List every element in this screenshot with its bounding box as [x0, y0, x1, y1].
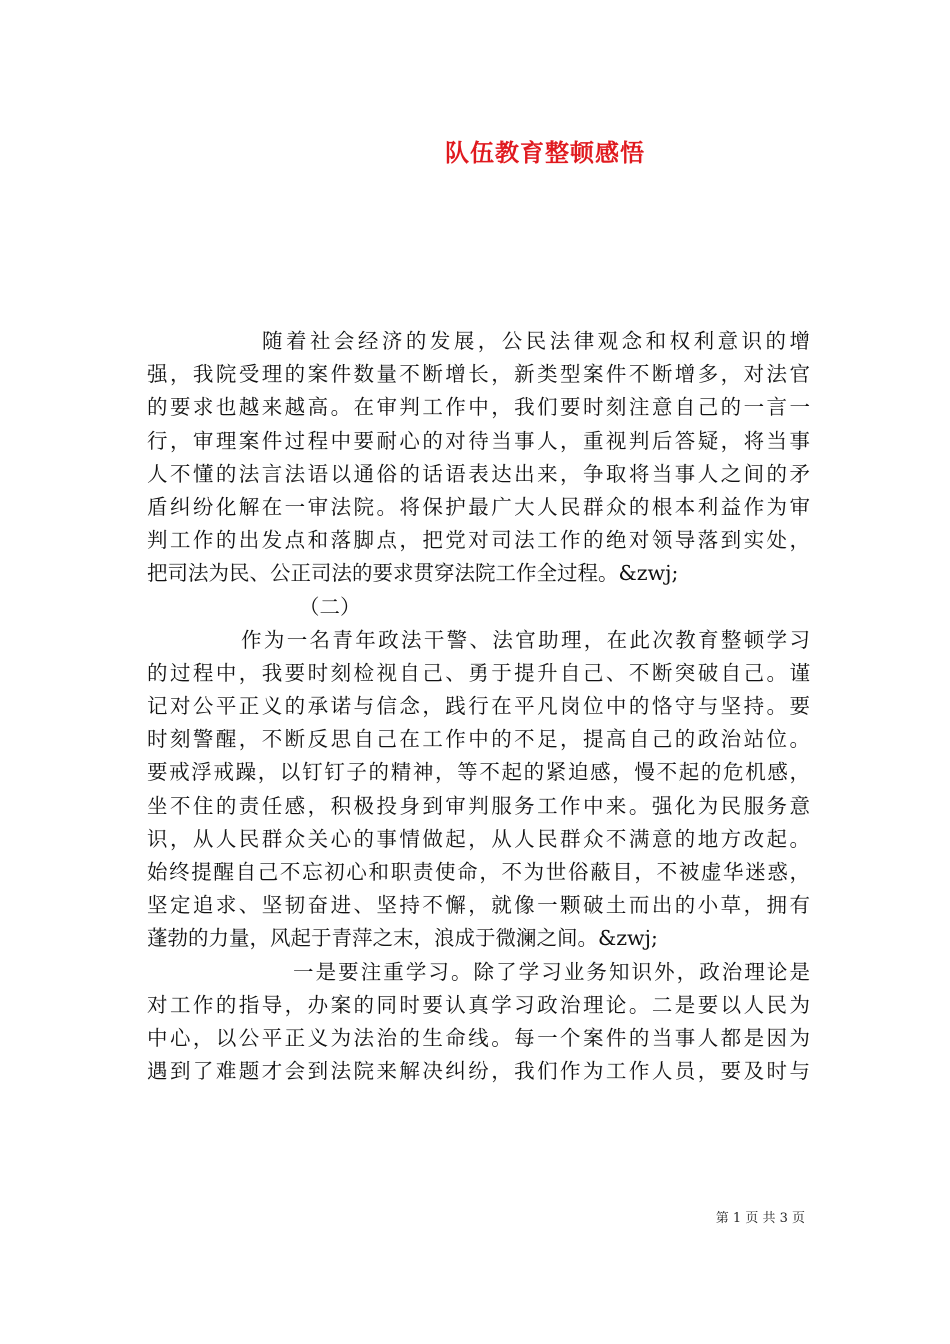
section-marker: （二）: [299, 594, 361, 619]
paragraph-2-line: 记对公平正义的承诺与信念，践行在平凡岗位中的恪守与坚持。要: [147, 694, 810, 719]
paragraph-1-line: 的要求也越来越高。在审判工作中，我们要时刻注意自己的一言一: [147, 395, 810, 420]
paragraph-3-line: 遇到了难题才会到法院来解决纠纷，我们作为工作人员，要及时与: [147, 1059, 810, 1084]
paragraph-3-line: 中心，以公平正义为法治的生命线。每一个案件的当事人都是因为: [147, 1025, 810, 1050]
paragraph-1-line: 行，审理案件过程中要耐心的对待当事人，重视判后答疑，将当事: [147, 428, 810, 453]
paragraph-2-line: 识，从人民群众关心的事情做起，从人民群众不满意的地方改起。: [147, 826, 810, 851]
paragraph-1-line: 盾纠纷化解在一审法院。将保护最广大人民群众的根本利益作为审: [147, 494, 810, 519]
paragraph-1-line: 强，我院受理的案件数量不断增长，新类型案件不断增多，对法官: [147, 362, 810, 387]
paragraph-3-line: 对工作的指导，办案的同时要认真学习政治理论。二是要以人民为: [147, 992, 810, 1017]
paragraph-2-line: 的过程中，我要时刻检视自己、勇于提升自己、不断突破自己。谨: [147, 660, 810, 685]
paragraph-1-line: 随着社会经济的发展，公民法律观念和权利意识的增: [262, 329, 810, 353]
paragraph-1-line: 判工作的出发点和落脚点，把党对司法工作的绝对领导落到实处，: [147, 528, 810, 553]
document-body: [147, 325, 810, 1088]
paragraph-2-line: 要戒浮戒躁，以钉钉子的精神，等不起的紧迫感，慢不起的危机感，: [147, 760, 810, 785]
paragraph-3-line: 一是要注重学习。除了学习业务知识外，政治理论是: [293, 959, 810, 984]
document-title: 队伍教育整顿感悟: [445, 138, 645, 167]
page-number-footer: 第 1 页 共 3 页: [715, 1211, 805, 1226]
paragraph-1-line: 把司法为民、公正司法的要求贯穿法院工作全过程。&zwj;: [147, 561, 679, 586]
paragraph-2-line: 始终提醒自己不忘初心和职责使命，不为世俗蔽目，不被虚华迷惑，: [147, 860, 810, 884]
paragraph-2-line: 坐不住的责任感，积极投身到审判服务工作中来。强化为民服务意: [147, 793, 810, 818]
paragraph-1-line: 人不懂的法言法语以通俗的话语表达出来，争取将当事人之间的矛: [147, 461, 810, 486]
paragraph-2-line: 作为一名青年政法干警、法官助理，在此次教育整顿学习: [241, 627, 810, 652]
paragraph-2-line: 蓬勃的力量，风起于青萍之末，浪成于微澜之间。&zwj;: [147, 926, 658, 951]
paragraph-2-line: 时刻警醒，不断反思自己在工作中的不足，提高自己的政治站位。: [147, 727, 810, 752]
paragraph-2-line: 坚定追求、坚韧奋进、坚持不懈，就像一颗破土而出的小草，拥有: [147, 893, 810, 918]
